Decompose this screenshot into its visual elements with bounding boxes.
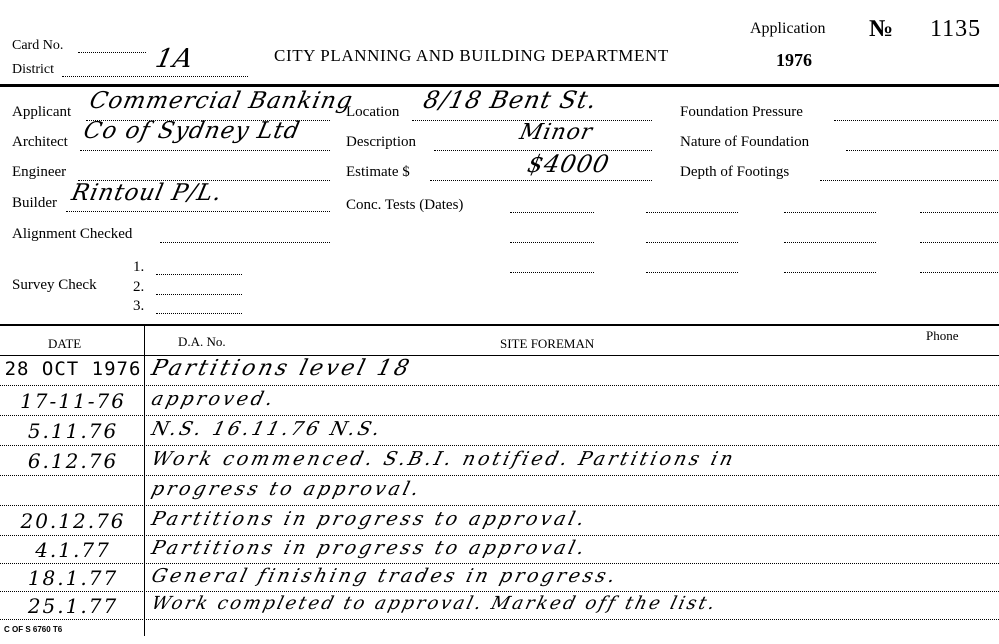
log-entry: Work completed to approval. Marked off the list. — [149, 593, 720, 614]
application-year: 1976 — [776, 50, 812, 70]
date-column-divider — [144, 326, 145, 636]
builder-value: Rintoul P/L. — [69, 180, 225, 206]
depth-footings-label: Depth of Footings — [680, 164, 790, 180]
row-separator — [0, 445, 999, 446]
department-title: CITY PLANNING AND BUILDING DEPARTMENT — [274, 46, 669, 65]
builder-field — [66, 211, 330, 212]
log-entry: progress to approval. — [149, 478, 424, 500]
conc-test-field — [920, 212, 998, 213]
log-entry: Partitions in progress to approval. — [149, 537, 590, 559]
conc-test-field — [920, 242, 998, 243]
builder-label: Builder — [12, 195, 57, 211]
location-value: 8/18 Bent St. — [421, 86, 600, 114]
conc-test-field — [784, 272, 876, 273]
log-entry: General finishing trades in progress. — [149, 565, 621, 587]
survey-label: Survey Check — [12, 277, 97, 293]
survey-1-label: 1. — [133, 259, 145, 275]
number-symbol: № — [869, 16, 894, 42]
log-date: 17-11-76 — [20, 389, 126, 413]
site-foreman-column-header: SITE FOREMAN — [500, 336, 595, 351]
depth-footings-field — [820, 180, 998, 181]
alignment-field — [160, 242, 330, 243]
log-entry: N.S. 16.11.76 N.S. — [149, 418, 386, 440]
log-date: 18.1.77 — [27, 566, 119, 590]
survey-2-field — [156, 294, 242, 295]
log-entry: Partitions level 18 — [148, 356, 415, 381]
phone-column-header: Phone — [926, 328, 959, 343]
row-separator — [0, 415, 999, 416]
architect-label: Architect — [12, 134, 68, 150]
log-date: 4.1.77 — [35, 538, 111, 562]
log-date: 25.1.77 — [27, 594, 119, 618]
conc-test-field — [646, 242, 738, 243]
row-separator — [0, 619, 999, 620]
architect-field — [80, 150, 330, 151]
conc-test-field — [920, 272, 998, 273]
conc-test-field — [510, 272, 594, 273]
row-separator — [0, 563, 999, 564]
conc-tests-label: Conc. Tests (Dates) — [346, 197, 464, 213]
form-code: C OF S 6760 T6 — [4, 625, 63, 634]
nature-foundation-field — [846, 150, 998, 151]
estimate-value: $4000 — [525, 150, 613, 178]
applicant-value: Commercial Banking — [87, 88, 356, 114]
survey-3-label: 3. — [133, 298, 145, 314]
row-separator — [0, 505, 999, 506]
log-top-rule — [0, 324, 999, 326]
conc-test-field — [646, 212, 738, 213]
log-header-rule — [0, 355, 999, 356]
description-label: Description — [346, 134, 416, 150]
conc-test-field — [510, 242, 594, 243]
survey-1-field — [156, 274, 242, 275]
log-date: 28 OCT 1976 — [4, 358, 142, 380]
conc-test-field — [646, 272, 738, 273]
alignment-label: Alignment Checked — [12, 226, 133, 242]
district-field — [62, 76, 248, 77]
row-separator — [0, 475, 999, 476]
row-separator — [0, 591, 999, 592]
conc-test-field — [510, 212, 594, 213]
foundation-pressure-label: Foundation Pressure — [680, 104, 803, 120]
district-value: 1A — [152, 44, 197, 74]
nature-foundation-label: Nature of Foundation — [680, 134, 810, 150]
card-no-field — [78, 52, 146, 53]
conc-test-field — [784, 212, 876, 213]
applicant-label: Applicant — [12, 104, 72, 120]
survey-3-field — [156, 313, 242, 314]
log-entry: approved. — [149, 388, 279, 410]
architect-value: Co of Sydney Ltd — [81, 118, 303, 144]
estimate-label: Estimate $ — [346, 164, 410, 180]
card-no-label: Card No. — [12, 38, 64, 53]
description-value: Minor — [517, 120, 596, 145]
row-separator — [0, 535, 999, 536]
date-column-header: DATE — [48, 336, 82, 351]
log-entry: Work commenced. S.B.I. notified. Partitions in — [149, 448, 739, 470]
row-separator — [0, 385, 999, 386]
log-date: 6.12.76 — [27, 449, 119, 473]
location-label: Location — [346, 104, 400, 120]
district-label: District — [12, 62, 54, 77]
application-label: Application — [750, 20, 826, 37]
engineer-label: Engineer — [12, 164, 67, 180]
log-date: 20.12.76 — [20, 509, 126, 533]
application-number: 1135 — [930, 16, 982, 42]
log-entry: Partitions in progress to approval. — [149, 508, 590, 530]
estimate-field — [430, 180, 652, 181]
log-date: 5.11.76 — [27, 419, 119, 443]
survey-2-label: 2. — [133, 279, 145, 295]
da-no-column-header: D.A. No. — [178, 334, 226, 349]
foundation-pressure-field — [834, 120, 998, 121]
conc-test-field — [784, 242, 876, 243]
